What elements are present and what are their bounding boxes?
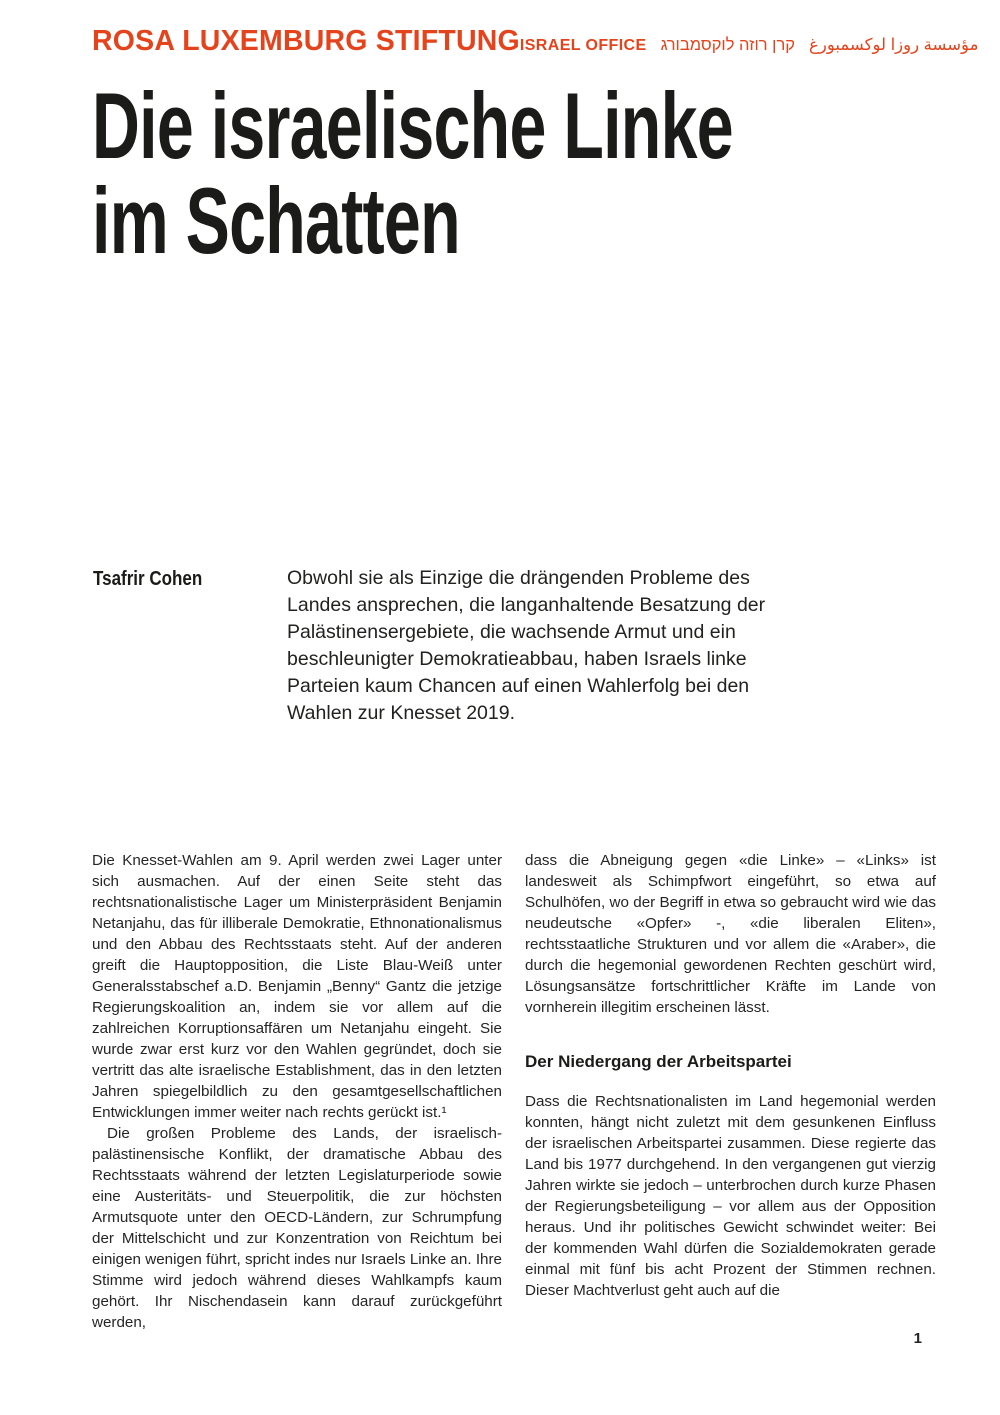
body-paragraph-1: Die Knesset-Wahlen am 9. April werden zwei Lager unter sich ausmachen. Auf der einen Seite steht das rechtsnationalistische Lager um Ministerpräsident Benjamin Netanjahu, das für illiberale Demokratie, Ethnonationalismus und den Abbau des Rechtsstaats steht. Auf der anderen greift die Hauptopposition, die Liste Blau-Weiß unter Generalsstabschef a.D. Benjamin „Benny“ Gantz die jetzige Regierungskoalition an, indem sie vor allem auf die zahlreichen Korruptionsaffären um Netanjahu eingeht. Sie wurde zwar erst kurz vor den Wahlen gegründet, doch sie vertritt das alte israelische Establishment, das in den letzten Jahren spiegelbildlich zu den gesamtgesellschaftlichen Entwicklungen immer weiter nach rechts gerückt ist.¹ (92, 852, 502, 1121)
left-column (92, 850, 502, 1333)
lede-paragraph: Obwohl sie als Einzige die drängenden Probleme des Landes ansprechen, die langanhaltende Besatzung der Palästinensergebiete, die wachsende Armut und ein beschleunigter Demokratieabbau, haben Israels linke Parteien kaum Chancen auf einen Wahlerfolg bei den Wahlen zur Knesset 2019. (287, 567, 766, 724)
article-body (92, 850, 936, 1333)
page-number: 1 (913, 1330, 922, 1347)
right-column (525, 850, 936, 1333)
section-heading: Der Niedergang der Arbeitspartei (525, 1052, 792, 1071)
office-line (520, 35, 979, 55)
masthead (92, 25, 979, 58)
body-paragraph-3: dass die Abneigung gegen «die Linke» – «Links» ist landesweit als Schimpfwort eingeführt, so etwa auf Schulhöfen, wo der Begriff in etwa so gebraucht wird wie das neudeutsche «Opfer» -, «die liberalen Eliten», rechtsstaatliche Strukturen und vor allem die «Araber», die durch die hegemonial gewordenen Rechten geschürt wird, Lösungsansätze fortschrittlicher Kräfte im Lande von vornherein illegitim erscheinen lässt. (525, 852, 936, 1016)
body-paragraph-2: Die großen Probleme des Lands, der israelisch-palästinensische Konflikt, der dramatische Abbau des Rechtsstaats während der letzten Legislaturperiode sowie eine Austeritäts- und Steuerpolitik, die zur höchsten Armutsquote unter den OECD-Ländern, zur Schrumpfung der Mittelschicht und zur Konzentration von Reichtum bei einigen wenigen führt, spricht indes nur Israels Linke an. Ihre Stimme wird jedoch während dieses Wahlkampfs kaum gehört. Ihr Nischendasein kann darauf zurückgeführt werden, (92, 1125, 502, 1331)
office-name-en: ISRAEL OFFICE (519, 37, 647, 54)
article-title-line1: Die israelische Linke (92, 73, 733, 178)
brand-wordmark: ROSA LUXEMBURG STIFTUNG (92, 25, 520, 57)
article-title (92, 73, 1000, 273)
article-title-line2: im Schatten (92, 168, 460, 273)
office-name-arabic: مؤسسة روزا لوكسمبورغ (809, 36, 979, 54)
author-name: Tsafrir Cohen (93, 568, 203, 590)
office-name-hebrew: קרן רוזה לוקסמבורג (660, 36, 796, 54)
body-paragraph-4: Dass die Rechtsnationalisten im Land hegemonial werden konnten, hängt nicht zuletzt mit dem gesunkenen Einfluss der israelischen Arbeitspartei zusammen. Diese regierte das Land bis 1977 durchgehend. In den vergangenen gut vierzig Jahren wirkte sie jedoch – unterbrochen durch kurze Phasen der Regierungsbeteiligung – vor allem aus der Opposition heraus. Und ihr politisches Gewicht schwindet weiter: Bei der kommenden Wahl dürfen die Sozialdemokraten gerade einmal mit fünf bis acht Prozent der Stimmen rechnen. Dieser Machtverlust geht auch auf die (525, 1093, 936, 1299)
